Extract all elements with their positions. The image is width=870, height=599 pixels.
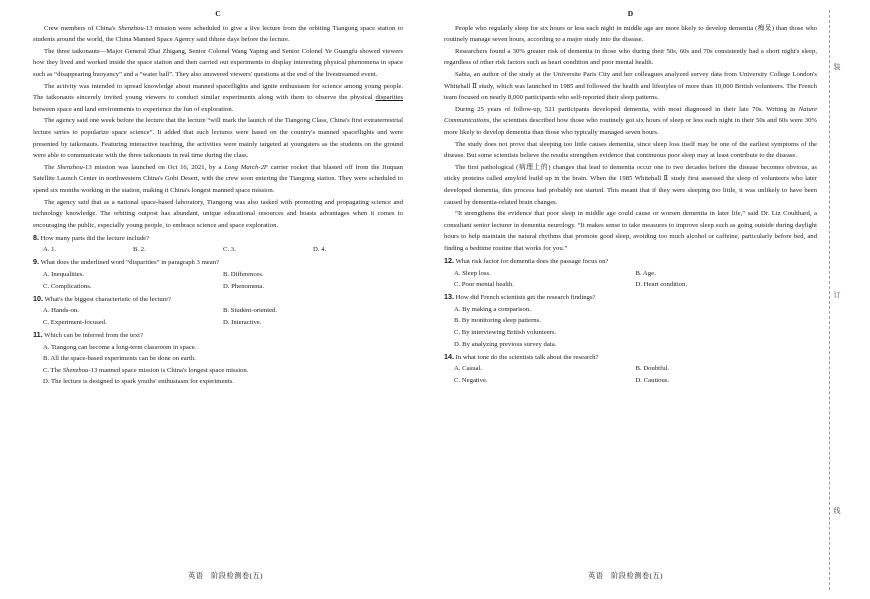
question-text: How many parts did the lecture include? bbox=[40, 234, 150, 242]
question-block bbox=[33, 293, 403, 329]
question-block bbox=[33, 256, 403, 292]
question-number: 10. bbox=[33, 293, 43, 303]
passage-d-questions bbox=[444, 255, 817, 387]
answer-option[interactable]: A. Casual. bbox=[454, 365, 483, 373]
question-block bbox=[444, 255, 817, 291]
question-number: 9. bbox=[33, 257, 39, 267]
binding-line bbox=[829, 10, 830, 590]
passage-c-questions bbox=[33, 232, 403, 388]
paragraph: Crew members of China's Shenzhou-13 mission were scheduled to give a live lecture from the orbiting Tiangong space station to students around the world, the China Manned Space Agency said thhree days before the lecture. bbox=[33, 24, 403, 44]
answer-options bbox=[444, 268, 817, 291]
paragraph: Sabia, an author of the study at the Universite Paris City and her colleagues analyzed survey data from University College London's Whitehall Ⅱ study, which was launched in 1985 and followed the health and lifestyles of more than 10,000 British volunteers. The French team focused on nearly 8,000 participants who self-reported their sleep patterns. bbox=[444, 70, 817, 102]
answer-option[interactable]: B. Doubtful. bbox=[635, 365, 670, 373]
question-stem bbox=[33, 293, 403, 306]
question-block bbox=[33, 232, 403, 256]
answer-option[interactable]: A. Sleep loss. bbox=[454, 269, 491, 277]
paragraph: “It strengthens the evidence that poor sleep in middle age could cause or worsen dementia in later life,” said Dr. Liz Coulthard, a consultant senior lecturer in dementia neurology. “It makes sense to take measures to improve sleep such as going outside during daylight hours to help maintain the natural rhythms that promote good sleep, avoiding too much alcohol or caffeine, particularly before bed, and finding a bedtime routine that works for you.” bbox=[444, 210, 817, 252]
passage-c-column bbox=[33, 8, 403, 388]
answer-option[interactable]: C. By interviewing British volunteers. bbox=[454, 329, 557, 337]
footer-right: 英语 阶段检测卷(五) bbox=[588, 572, 663, 580]
passage-d-column bbox=[444, 8, 817, 387]
question-block bbox=[33, 329, 403, 388]
answer-option[interactable]: A. Hands-on. bbox=[43, 307, 79, 315]
answer-option[interactable]: D. 4. bbox=[313, 246, 327, 254]
answer-option[interactable]: B. Age. bbox=[635, 269, 656, 277]
answer-option[interactable]: C. Negative. bbox=[454, 376, 488, 384]
answer-option[interactable]: C. Complications. bbox=[43, 282, 92, 290]
answer-option[interactable]: D. The lecture is designed to spark youths' enthusiasm for experiments. bbox=[43, 378, 234, 386]
answer-option[interactable]: B. Student-oriented. bbox=[223, 307, 278, 315]
answer-options bbox=[33, 269, 403, 292]
question-stem bbox=[444, 351, 817, 364]
answer-option[interactable]: C. Experiment-focused. bbox=[43, 318, 107, 326]
paragraph: The agency said one week before the lecture that the lecture “will mark the launch of the Tiangong Class, China's first extraterrestrial lecture series to popularize space science”. It added that such lectures were based on the country's manned spaceflights and were presented by taikonauts. Featuring interactive teaching, the activities were mainly targeted at youngsters as the students on the ground were able to communicate with the three taikonauts in real time during the class. bbox=[33, 117, 403, 160]
paragraph: People who regularly sleep for six hours or less each night in middle age are more likely to develop dementia (痴呆) than those who routinely manage seven hours, according to a major study into the disease. bbox=[444, 24, 817, 44]
answer-option[interactable]: C. Poor mental health. bbox=[454, 281, 514, 289]
question-stem bbox=[444, 291, 817, 304]
question-text: What's the biggest characteristic of the lecture? bbox=[44, 295, 171, 303]
answer-options bbox=[444, 363, 817, 386]
paragraph: The activity was intended to spread knowledge about manned spaceflights and ignite enthusiasm for science among young people. The taikonauts sincerely invited young viewers to conduct similar experiments along with them to observe the physical disparities between space and land environments to experience the fun of exploration. bbox=[33, 82, 403, 113]
question-number: 8. bbox=[33, 232, 39, 242]
question-stem bbox=[33, 232, 403, 245]
answer-option[interactable]: B. 2. bbox=[133, 246, 146, 254]
paragraph: The three taikonauts—Major General Zhai Zhigang, Senior Colonel Wang Yaping and Senior Colonel Ye Guangfu showed viewers how they lived and worked inside the space station and then carried out experiments to display interesting physical phenomena in space such as “disappearing buoyancy” and a “water ball”. They also answered viewers' questions at the end of the livestreamed event. bbox=[33, 47, 403, 78]
question-block bbox=[444, 291, 817, 350]
binding-mark-ding: 订 bbox=[833, 291, 841, 299]
question-number: 13. bbox=[444, 292, 454, 302]
answer-option[interactable]: B. By monitoring sleep patterns. bbox=[454, 317, 541, 325]
paragraph: The first pathological (病理上的) changes that lead to dementia occur one to two decades before the disease becomes obvious, as sticky proteins called amyloid build up in the brain. When the 1985 Whitehall Ⅱ study first assessed the sleep of volunteers who later developed dementia, this process had probably not started. This meant that if they were sleeping too little, it was unlikely to have been caused by dementia-related brain changes. bbox=[444, 163, 817, 206]
answer-option[interactable]: D. Cautious. bbox=[635, 376, 670, 384]
section-title-c: C bbox=[215, 9, 221, 18]
question-number: 11. bbox=[33, 330, 43, 340]
answer-options bbox=[33, 305, 403, 328]
answer-options bbox=[33, 244, 403, 256]
answer-options bbox=[33, 342, 403, 388]
answer-options bbox=[444, 304, 817, 350]
answer-option[interactable]: A. Tiangong can become a long-term classroom in space. bbox=[43, 343, 197, 351]
passage-d-paragraphs bbox=[444, 23, 817, 255]
answer-option[interactable]: D. Interactive. bbox=[223, 318, 262, 326]
answer-option[interactable]: D. Heart condition. bbox=[635, 281, 688, 289]
question-text: What risk factor for dementia does the passage focus on? bbox=[455, 257, 609, 265]
binding-mark-xian: 线 bbox=[833, 507, 841, 515]
answer-option[interactable]: C. The Shenzhou-13 manned space mission is China's longest space mission. bbox=[43, 366, 249, 374]
question-stem bbox=[33, 329, 403, 342]
passage-c-paragraphs bbox=[33, 23, 403, 232]
question-stem bbox=[33, 256, 403, 269]
question-block bbox=[444, 351, 817, 387]
binding-mark-zhuang: 装 bbox=[833, 63, 841, 71]
answer-option[interactable]: B. All the space-based experiments can be done on earth. bbox=[43, 355, 196, 363]
question-stem bbox=[444, 255, 817, 268]
question-number: 12. bbox=[444, 255, 454, 265]
paragraph: The agency said that as a national space-based laboratory, Tiangong was also tasked with promoting and propagating science and technology knowledge. The orbiting outpost has abundant, unique educational resources and boasts advantages when it comes to encouraging the public, especially young people, to embrace science and space exploration. bbox=[33, 198, 403, 229]
footer-left: 英语 阶段检测卷(五) bbox=[188, 572, 263, 580]
question-text: What does the underlined word “disparities” in paragraph 3 mean? bbox=[40, 259, 220, 267]
paragraph: The Shenzhou-13 mission was launched on Oct 16, 2021, by a Long March-2F carrier rocket that blasted off from the Jiuquan Satellite Launch Center in northwestern China's Gobi Desert, with the crew soon entering the Tiangong station. They were scheduled to spend six months working in the station, making it China's longest manned space mission. bbox=[33, 163, 403, 194]
answer-option[interactable]: A. 1. bbox=[43, 246, 57, 254]
answer-option[interactable]: B. Differences. bbox=[223, 271, 264, 279]
answer-option[interactable]: D. By analyzing previous survey data. bbox=[454, 340, 557, 348]
question-text: How did French scientists get the research findings? bbox=[455, 294, 596, 302]
paragraph: During 25 years of follow-up, 521 participants developed dementia, with most diagnosed in their late 70s. Writing in Nature Communications, the scientists described how those who routinely got six hours of sleep or less each night in their 50s and 60s were 30% more likely to develop dementia than those who typically managed seven hours. bbox=[444, 105, 817, 136]
answer-option[interactable]: C. 3. bbox=[223, 246, 236, 254]
paragraph: Researchers found a 30% greater risk of dementia in those who during their 50s, 60s and 70s consistently had a short night's sleep, regardless of other risk factors such as heart condition and poor mental health. bbox=[444, 47, 817, 67]
answer-option[interactable]: A. Inequalities. bbox=[43, 271, 85, 279]
answer-option[interactable]: D. Phenomena. bbox=[223, 282, 265, 290]
question-text: Which can be inferred from the text? bbox=[44, 332, 143, 340]
paragraph: The study does not prove that sleeping too little causes dementia, since sleep loss itself may be one of the earliest symptoms of the disease. But some scientists believe the results strengthen evidence that continuous poor sleep may at least contribute to the disease. bbox=[444, 140, 817, 160]
question-text: In what tone do the scientists talk about the research? bbox=[455, 353, 599, 361]
question-number: 14. bbox=[444, 351, 454, 361]
section-title-d: D bbox=[627, 9, 634, 18]
answer-option[interactable]: A. By making a comparison. bbox=[454, 305, 531, 313]
